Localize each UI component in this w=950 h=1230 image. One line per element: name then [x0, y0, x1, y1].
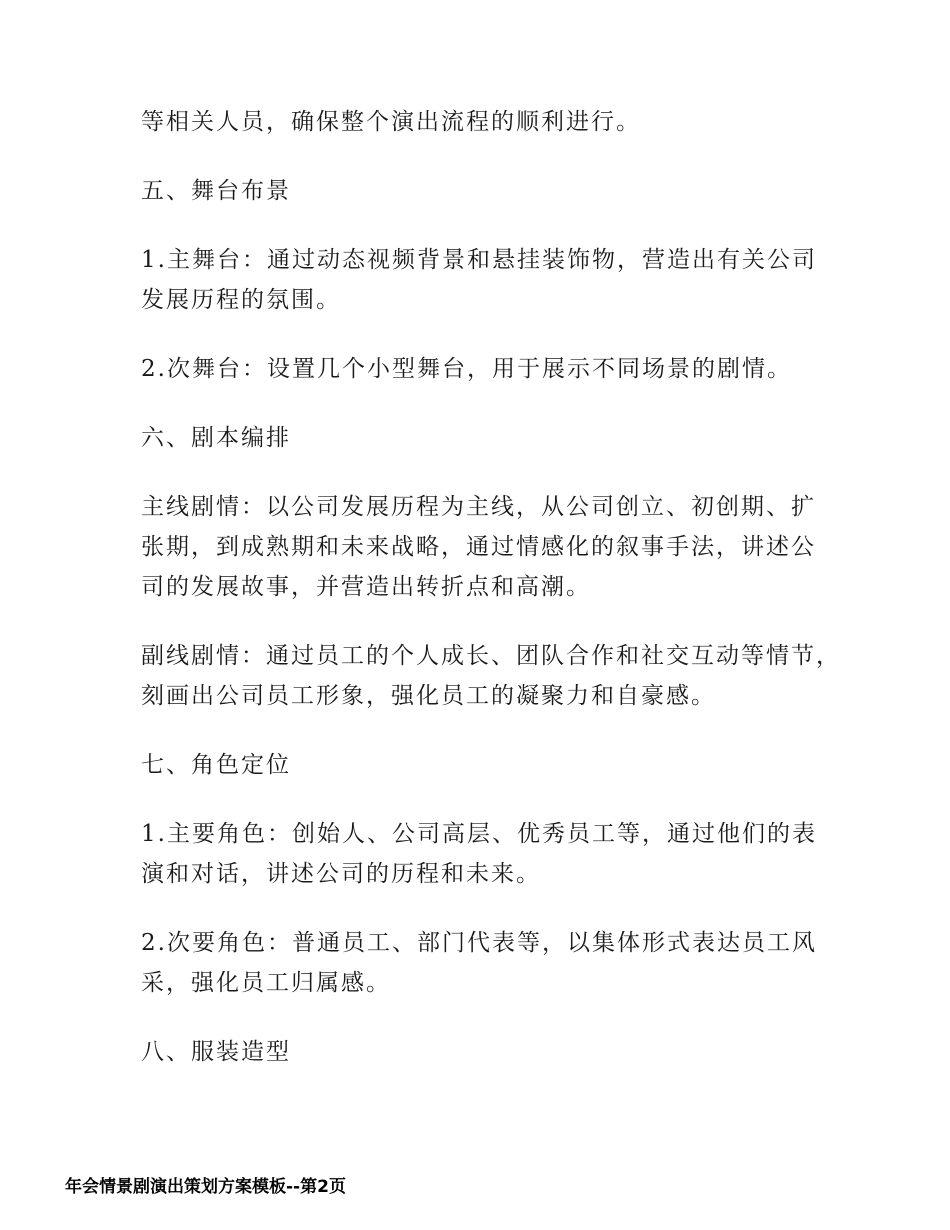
page-footer: 年会情景剧演出策划方案模板--第2页: [65, 1177, 346, 1197]
text-line: 八、服装造型: [141, 1039, 291, 1065]
text-line: 2.次舞台：设置几个小型舞台，用于展示不同场景的剧情。: [141, 356, 792, 382]
paragraph: [141, 923, 841, 1003]
text-line: 采，强化员工归属感。: [141, 970, 391, 996]
paragraph: [141, 487, 841, 607]
text-line: 等相关人员，确保整个演出流程的顺利进行。: [141, 109, 641, 135]
text-line: 五、舞台布景: [141, 178, 291, 204]
text-line: 发展历程的氛围。: [141, 287, 341, 313]
text-line: 副线剧情：通过员工的个人成长、团队合作和社交互动等情节，: [141, 643, 841, 669]
text-line: 七、角色定位: [141, 752, 291, 778]
paragraph: [141, 240, 841, 320]
paragraph: [141, 349, 841, 389]
text-line: 1.主舞台：通过动态视频背景和悬挂装饰物，营造出有关公司: [141, 247, 817, 273]
document-body: [141, 102, 841, 1101]
text-line: 司的发展故事，并营造出转折点和高潮。: [141, 574, 591, 600]
text-line: 演和对话，讲述公司的历程和未来。: [141, 861, 541, 887]
section-heading: [141, 1032, 841, 1072]
text-line: 张期，到成熟期和未来战略，通过情感化的叙事手法，讲述公: [141, 534, 816, 560]
paragraph: [141, 814, 841, 894]
text-line: 1.主要角色：创始人、公司高层、优秀员工等，通过他们的表: [141, 821, 817, 847]
section-heading: [141, 745, 841, 785]
text-line: 刻画出公司员工形象，强化员工的凝聚力和自豪感。: [141, 683, 716, 709]
section-heading: [141, 171, 841, 211]
paragraph: [141, 102, 841, 142]
text-line: 六、剧本编排: [141, 425, 291, 451]
section-heading: [141, 418, 841, 458]
text-line: 主线剧情：以公司发展历程为主线，从公司创立、初创期、扩: [141, 494, 816, 520]
text-line: 2.次要角色：普通员工、部门代表等，以集体形式表达员工风: [141, 930, 817, 956]
paragraph: [141, 636, 841, 716]
